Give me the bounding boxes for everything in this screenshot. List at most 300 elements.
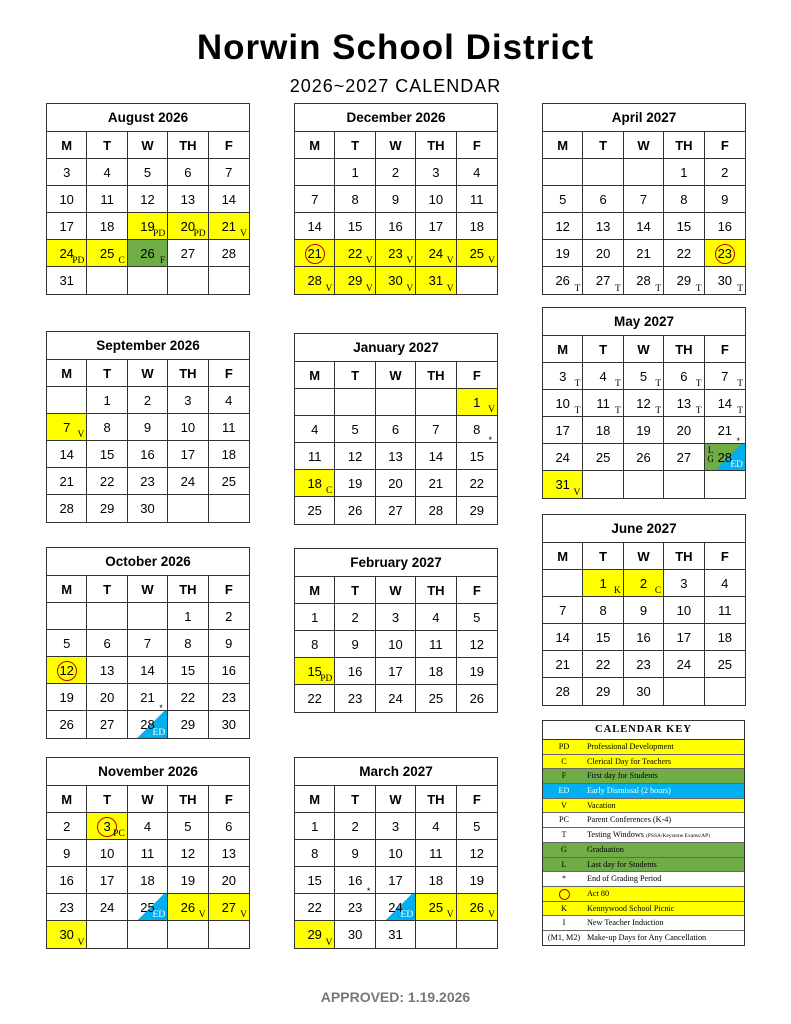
approved-date: APPROVED: 1.19.2026	[320, 989, 471, 1005]
day-cell	[416, 159, 456, 186]
key-code: V	[561, 800, 567, 810]
day-number: 16	[347, 664, 363, 679]
day-number: 30	[717, 273, 733, 288]
day-cell	[128, 840, 168, 867]
day-cell	[47, 387, 87, 414]
day-cell	[457, 267, 497, 294]
day-cell	[87, 894, 127, 921]
day-code: T	[737, 379, 743, 389]
day-cell	[47, 657, 87, 684]
day-number: 23	[59, 900, 74, 915]
day-cell	[295, 894, 335, 921]
day-cell	[128, 894, 168, 921]
day-cell	[335, 631, 375, 658]
day-cell	[335, 267, 375, 294]
day-code: K	[613, 586, 621, 596]
day-cell	[376, 497, 416, 524]
day-number: 8	[311, 637, 319, 652]
day-cell	[457, 921, 497, 948]
weekday-header: M	[47, 132, 87, 159]
weekday-header: F	[209, 132, 249, 159]
day-number: 1	[473, 395, 481, 410]
day-number: 5	[143, 165, 152, 180]
day-number: 21	[428, 476, 444, 491]
key-description-text: Testing Windows	[587, 830, 644, 840]
day-cell	[416, 685, 456, 712]
day-cell	[543, 678, 583, 705]
key-code: T	[561, 830, 567, 840]
day-code: T	[737, 284, 743, 294]
day-number: 13	[99, 663, 115, 678]
day-cell	[583, 159, 623, 186]
key-description	[585, 931, 744, 945]
day-cell	[128, 468, 168, 495]
day-number: 3	[559, 369, 567, 384]
day-number: 24	[180, 474, 196, 489]
weekday-header: F	[457, 362, 497, 389]
day-number: 16	[221, 663, 237, 678]
day-number: 27	[388, 503, 403, 518]
month-calendar	[46, 757, 250, 949]
weekday-header: M	[543, 132, 583, 159]
day-code: C	[326, 486, 333, 496]
day-number: 4	[432, 819, 440, 834]
day-code: T	[614, 406, 621, 416]
weekday-header: W	[624, 336, 664, 363]
day-cell	[47, 186, 87, 213]
key-row	[543, 931, 744, 945]
day-number: 9	[63, 846, 71, 861]
day-number: 25	[428, 691, 444, 706]
day-number: 2	[225, 609, 233, 624]
day-cell	[47, 414, 87, 441]
key-description	[585, 858, 744, 872]
month-title: May 2027	[543, 308, 745, 336]
day-number: 13	[676, 396, 692, 411]
day-number: 28	[307, 273, 322, 288]
key-description-text: Vacation	[587, 800, 616, 810]
day-cell	[416, 921, 456, 948]
day-number: 15	[99, 447, 115, 462]
day-cell	[583, 570, 623, 597]
day-code: V	[365, 256, 373, 266]
day-cell	[376, 658, 416, 685]
day-number: 27	[180, 246, 196, 261]
day-cell	[209, 684, 249, 711]
day-cell	[168, 267, 208, 294]
day-number: 28 *	[140, 703, 163, 732]
day-cell	[457, 840, 497, 867]
day-number: 17	[676, 630, 692, 645]
day-cell	[624, 240, 664, 267]
day-number: 22	[347, 246, 363, 261]
day-number: 5	[559, 192, 567, 207]
day-number: 15	[307, 664, 322, 679]
day-cell	[543, 417, 583, 444]
day-cell	[295, 840, 335, 867]
day-cell	[705, 363, 745, 390]
day-cell	[87, 657, 127, 684]
day-cell	[168, 921, 208, 948]
day-number: 7	[432, 422, 440, 437]
day-cell	[295, 213, 335, 240]
weekday-header: T	[335, 362, 375, 389]
day-number: 18	[99, 219, 115, 234]
day-cell	[457, 894, 497, 921]
day-cell	[457, 159, 497, 186]
day-cell	[376, 416, 416, 443]
day-number: 18	[140, 873, 155, 888]
day-number: 23	[636, 657, 651, 672]
day-number: 29	[676, 273, 692, 288]
day-number: 15	[676, 219, 692, 234]
day-number: 22	[99, 474, 115, 489]
day-cell	[168, 240, 208, 267]
day-cell	[335, 886, 375, 921]
day-number: 9	[351, 637, 359, 652]
day-cell	[295, 159, 335, 186]
day-cell	[335, 685, 375, 712]
day-cell	[664, 651, 704, 678]
key-description	[585, 784, 744, 798]
day-cell	[705, 436, 745, 471]
day-number: 2	[351, 819, 359, 834]
day-number: 27	[99, 717, 115, 732]
day-cell	[664, 570, 704, 597]
day-number: 18	[595, 423, 611, 438]
day-cell	[128, 703, 168, 738]
day-number: 11	[429, 846, 443, 861]
day-number: 15	[595, 630, 611, 645]
day-cell	[583, 417, 623, 444]
day-cell	[168, 495, 208, 522]
day-cell	[583, 390, 623, 417]
day-cell	[128, 603, 168, 630]
weekday-header: W	[624, 543, 664, 570]
day-number: 4	[225, 393, 233, 408]
day-number: 25	[221, 474, 237, 489]
day-number: 25	[140, 900, 155, 915]
day-cell	[87, 267, 127, 294]
day-number: 12	[555, 219, 570, 234]
month-title: November 2026	[47, 758, 249, 786]
day-code: V	[446, 284, 454, 294]
day-cell	[416, 186, 456, 213]
key-description	[585, 799, 744, 813]
day-cell	[47, 630, 87, 657]
day-number: 14	[221, 192, 237, 207]
day-cell	[47, 813, 87, 840]
day-number: 3	[184, 393, 192, 408]
key-row	[543, 755, 744, 770]
day-cell	[664, 471, 704, 498]
day-number: 20	[99, 690, 115, 705]
day-cell	[416, 497, 456, 524]
day-number: 17	[180, 447, 196, 462]
day-code: PD	[153, 229, 166, 239]
day-number: 25	[717, 657, 733, 672]
day-cell	[416, 604, 456, 631]
day-cell	[87, 213, 127, 240]
day-number: 10	[180, 420, 196, 435]
day-code: V	[573, 488, 581, 498]
day-cell	[416, 631, 456, 658]
day-cell	[295, 685, 335, 712]
day-cell	[47, 441, 87, 468]
day-number: 24	[428, 246, 444, 261]
day-cell	[664, 417, 704, 444]
day-number: 22	[469, 476, 485, 491]
month-title: June 2027	[543, 515, 745, 543]
day-code: V	[488, 910, 495, 920]
day-cell	[543, 267, 583, 294]
day-number: 15	[347, 219, 363, 234]
day-cell	[335, 813, 375, 840]
day-cell	[87, 495, 127, 522]
day-cell	[335, 921, 375, 948]
day-number: 31	[428, 273, 444, 288]
day-cell	[416, 840, 456, 867]
day-number: 24	[59, 246, 74, 261]
day-number: 9	[143, 420, 152, 435]
day-cell	[457, 389, 497, 416]
day-number: 29	[347, 273, 363, 288]
day-number: 21	[555, 657, 570, 672]
day-number: 21	[636, 246, 651, 261]
day-number: 28	[555, 684, 570, 699]
day-number: 15	[307, 873, 322, 888]
day-number: 30	[59, 927, 74, 942]
day-cell	[335, 159, 375, 186]
day-number: 2	[143, 393, 152, 408]
month-title: February 2027	[295, 549, 497, 577]
day-cell	[705, 471, 745, 498]
day-number: 12	[180, 846, 196, 861]
day-cell	[209, 441, 249, 468]
key-code: C	[561, 756, 567, 766]
day-number: 3	[391, 610, 400, 625]
month-calendar	[294, 103, 498, 295]
key-description-text: Early Dismissal (2 hours)	[587, 786, 671, 796]
weekday-header: W	[128, 576, 168, 603]
day-cell	[87, 630, 127, 657]
key-code: *	[561, 874, 567, 884]
weekday-header: T	[87, 576, 127, 603]
day-number: 10	[388, 637, 403, 652]
day-number: 10	[676, 603, 692, 618]
day-code: V	[240, 910, 247, 920]
key-code: PD	[558, 742, 570, 751]
key-row	[543, 740, 744, 755]
key-description-text: Last day for Students	[587, 859, 657, 869]
month-calendar	[46, 547, 250, 739]
day-cell	[168, 840, 208, 867]
day-cell	[168, 603, 208, 630]
day-cell	[87, 159, 127, 186]
weekday-header: TH	[168, 786, 208, 813]
day-cell	[457, 186, 497, 213]
day-cell	[209, 840, 249, 867]
day-number: 21	[305, 244, 325, 264]
day-number: 7	[63, 420, 71, 435]
weekday-header: TH	[168, 360, 208, 387]
day-cell	[295, 416, 335, 443]
day-number: 21	[140, 690, 155, 705]
day-number: 28	[59, 501, 74, 516]
day-cell	[376, 867, 416, 894]
day-number: 6	[103, 636, 111, 651]
day-number: 20	[676, 423, 692, 438]
month-title: August 2026	[47, 104, 249, 132]
weekday-header: TH	[664, 543, 704, 570]
day-number: 23	[140, 474, 155, 489]
day-cell	[457, 240, 497, 267]
day-cell	[624, 444, 664, 471]
day-code: PC	[113, 829, 125, 839]
day-number: 19	[59, 690, 74, 705]
day-code: V	[365, 284, 373, 294]
weekday-header: TH	[416, 362, 456, 389]
day-cell	[583, 651, 623, 678]
day-cell	[209, 240, 249, 267]
day-cell	[168, 630, 208, 657]
day-cell	[376, 631, 416, 658]
day-number: 12	[347, 449, 363, 464]
day-number: 16	[59, 873, 74, 888]
weekday-header: TH	[168, 576, 208, 603]
day-number: 31	[59, 273, 74, 288]
day-number: 25	[469, 246, 485, 261]
day-cell	[209, 468, 249, 495]
day-number: 9	[721, 192, 729, 207]
weekday-header: W	[624, 132, 664, 159]
day-code: T	[737, 406, 743, 416]
month-calendar	[542, 514, 746, 706]
day-number: 24	[388, 900, 403, 915]
day-code: V	[406, 256, 414, 266]
day-number: 5	[473, 610, 481, 625]
day-number: 10	[59, 192, 74, 207]
day-cell	[624, 186, 664, 213]
day-cell	[128, 630, 168, 657]
day-code-secondary: L G	[707, 445, 714, 464]
month-calendar	[46, 331, 250, 523]
day-code: V	[325, 284, 333, 294]
day-cell	[416, 470, 456, 497]
day-cell	[128, 213, 168, 240]
month-calendar	[542, 307, 746, 499]
day-cell	[376, 213, 416, 240]
key-row	[543, 843, 744, 858]
day-cell	[583, 186, 623, 213]
day-cell	[47, 684, 87, 711]
day-cell	[335, 186, 375, 213]
day-cell	[47, 840, 87, 867]
day-cell	[457, 470, 497, 497]
day-cell	[87, 186, 127, 213]
day-number: 11	[429, 637, 443, 652]
day-code: T	[655, 284, 662, 294]
day-number: 4	[103, 165, 111, 180]
day-cell	[168, 387, 208, 414]
day-cell	[168, 684, 208, 711]
day-number: 17	[388, 664, 403, 679]
day-cell	[87, 840, 127, 867]
day-cell	[664, 624, 704, 651]
key-description	[585, 872, 744, 886]
key-row	[543, 799, 744, 814]
day-cell	[335, 443, 375, 470]
key-code: PC	[558, 815, 569, 825]
key-code: F	[561, 771, 567, 781]
day-cell	[583, 678, 623, 705]
day-number: 1	[103, 393, 111, 408]
day-cell	[624, 678, 664, 705]
key-row	[543, 813, 744, 828]
day-number: 1	[184, 609, 192, 624]
day-number: 17	[428, 219, 444, 234]
day-cell	[457, 813, 497, 840]
day-cell	[705, 597, 745, 624]
day-number: 3	[63, 165, 71, 180]
weekday-header: T	[583, 132, 623, 159]
day-code: T	[614, 284, 621, 294]
day-number: 20	[180, 219, 196, 234]
day-cell	[295, 186, 335, 213]
day-number: 24	[99, 900, 115, 915]
day-number: 5	[639, 369, 648, 384]
weekday-header: T	[87, 786, 127, 813]
day-number: 23	[347, 691, 363, 706]
day-number: 26	[469, 900, 485, 915]
day-cell	[47, 495, 87, 522]
day-number: 27	[221, 900, 237, 915]
weekday-header: M	[47, 576, 87, 603]
day-number: 20	[595, 246, 611, 261]
key-code: K	[561, 903, 567, 913]
weekday-header: TH	[416, 577, 456, 604]
day-cell	[168, 657, 208, 684]
day-number: 19	[636, 423, 651, 438]
key-description-text: Professional Development	[587, 742, 674, 751]
day-cell	[583, 444, 623, 471]
key-code: G	[561, 844, 567, 854]
day-cell	[705, 570, 745, 597]
day-number: 29	[180, 717, 196, 732]
day-number: 13	[221, 846, 237, 861]
day-number: 22	[595, 657, 611, 672]
day-number: 26	[636, 450, 651, 465]
day-cell	[457, 631, 497, 658]
day-number: 29	[595, 684, 611, 699]
day-cell	[664, 678, 704, 705]
day-number: 10	[99, 846, 115, 861]
day-code: T	[574, 379, 581, 389]
day-code: V	[446, 910, 454, 920]
day-cell	[705, 624, 745, 651]
weekday-header: T	[583, 543, 623, 570]
day-code: T	[695, 379, 702, 389]
day-code: V	[446, 256, 454, 266]
key-row	[543, 828, 744, 843]
grading-period-marker: *	[159, 703, 163, 713]
day-cell	[664, 213, 704, 240]
day-cell	[416, 658, 456, 685]
day-cell	[209, 867, 249, 894]
day-cell	[543, 186, 583, 213]
day-cell	[705, 267, 745, 294]
day-cell	[209, 414, 249, 441]
